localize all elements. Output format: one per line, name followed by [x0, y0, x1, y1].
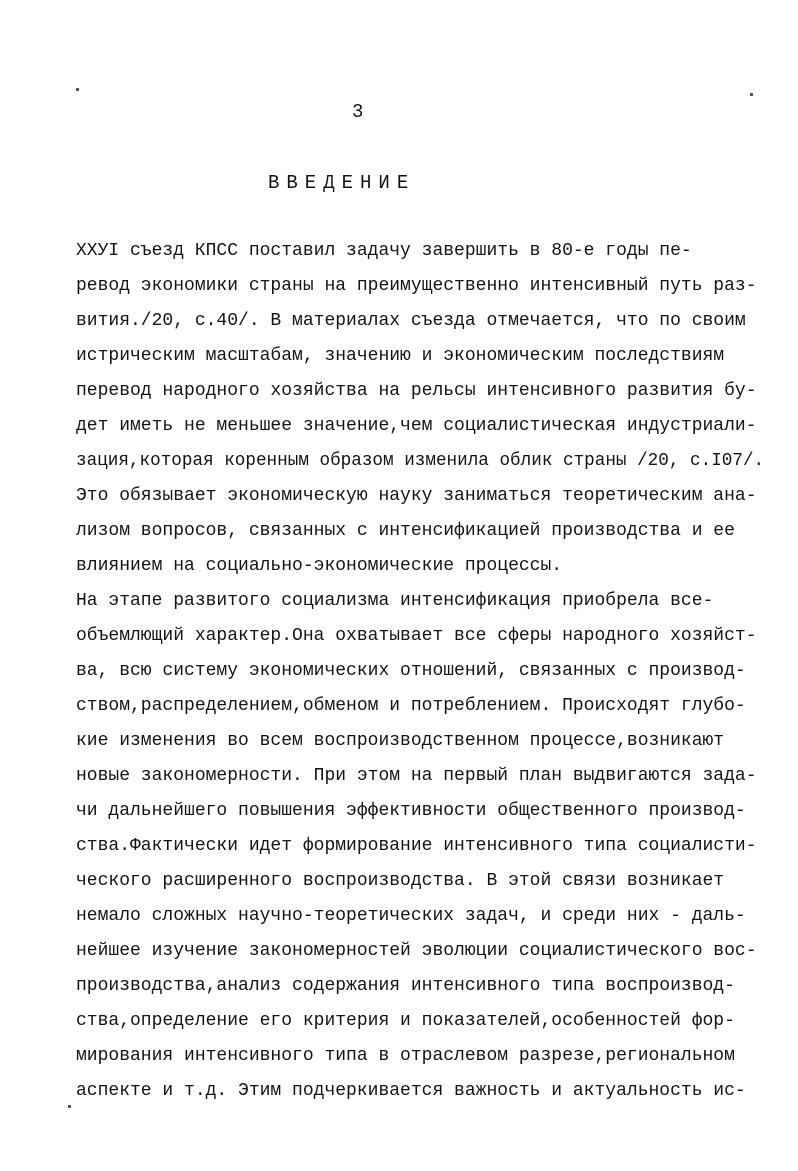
text-line: производства,анализ содержания интенсивного типа воспроизвод- — [76, 976, 735, 996]
text-line: нейшее изучение закономерностей эволюции социалистического вос- — [76, 941, 757, 961]
scan-speck — [68, 1105, 71, 1108]
text-line: ревод экономики страны на преимущественно интенсивный путь раз- — [76, 276, 757, 296]
text-line: новые закономерности. При этом на первый план выдвигаются зада- — [76, 766, 757, 786]
text-line: XXУI съезд КПСС поставил задачу завершить в 80-е годы пе- — [76, 241, 692, 261]
text-line: зация,которая коренным образом изменила облик страны /20, с.I07/. — [76, 451, 765, 471]
text-line: ческого расширенного воспроизводства. В этой связи возникает — [76, 871, 725, 891]
text-line: чи дальнейшего повышения эффективности общественного производ- — [76, 801, 746, 821]
text-line: мирования интенсивного типа в отраслевом разрезе,региональном — [76, 1046, 735, 1066]
text-line: объемлющий характер.Она охватывает все сферы народного хозяйст- — [76, 626, 757, 646]
text-line: ства.Фактически идет формирование интенсивного типа социалисти- — [76, 836, 757, 856]
section-heading: ВВЕДЕНИЕ — [268, 172, 416, 194]
text-line: лизом вопросов, связанных с интенсификацией производства и ее — [76, 521, 735, 541]
text-line: ством,распределением,обменом и потреблением. Происходят глубо- — [76, 696, 746, 716]
scan-speck — [750, 93, 753, 96]
text-line: влиянием на социально-экономические процессы. — [76, 556, 563, 576]
text-line: перевод народного хозяйства на рельсы интенсивного развития бу- — [76, 381, 757, 401]
text-line: дет иметь не меньшее значение,чем социалистическая индустриали- — [76, 416, 757, 436]
text-line: аспекте и т.д. Этим подчеркивается важность и актуальность ис- — [76, 1081, 746, 1101]
text-line: вития./20, с.40/. В материалах съезда отмечается, что по своим — [76, 311, 746, 331]
text-line: ства,определение его критерия и показателей,особенностей фор- — [76, 1011, 735, 1031]
text-line: немало сложных научно-теоретических задач, и среди них - даль- — [76, 906, 746, 926]
text-line: На этапе развитого социализма интенсификация приобрела все- — [76, 591, 714, 611]
text-line: истрическим масштабам, значению и экономическим последствиям — [76, 346, 725, 366]
scan-speck — [76, 88, 79, 91]
text-line: кие изменения во всем воспроизводственном процессе,возникают — [76, 731, 725, 751]
text-line: ва, всю систему экономических отношений, связанных с производ- — [76, 661, 746, 681]
text-line: Это обязывает экономическую науку заниматься теоретическим ана- — [76, 486, 757, 506]
page-number: 3 — [352, 101, 364, 123]
